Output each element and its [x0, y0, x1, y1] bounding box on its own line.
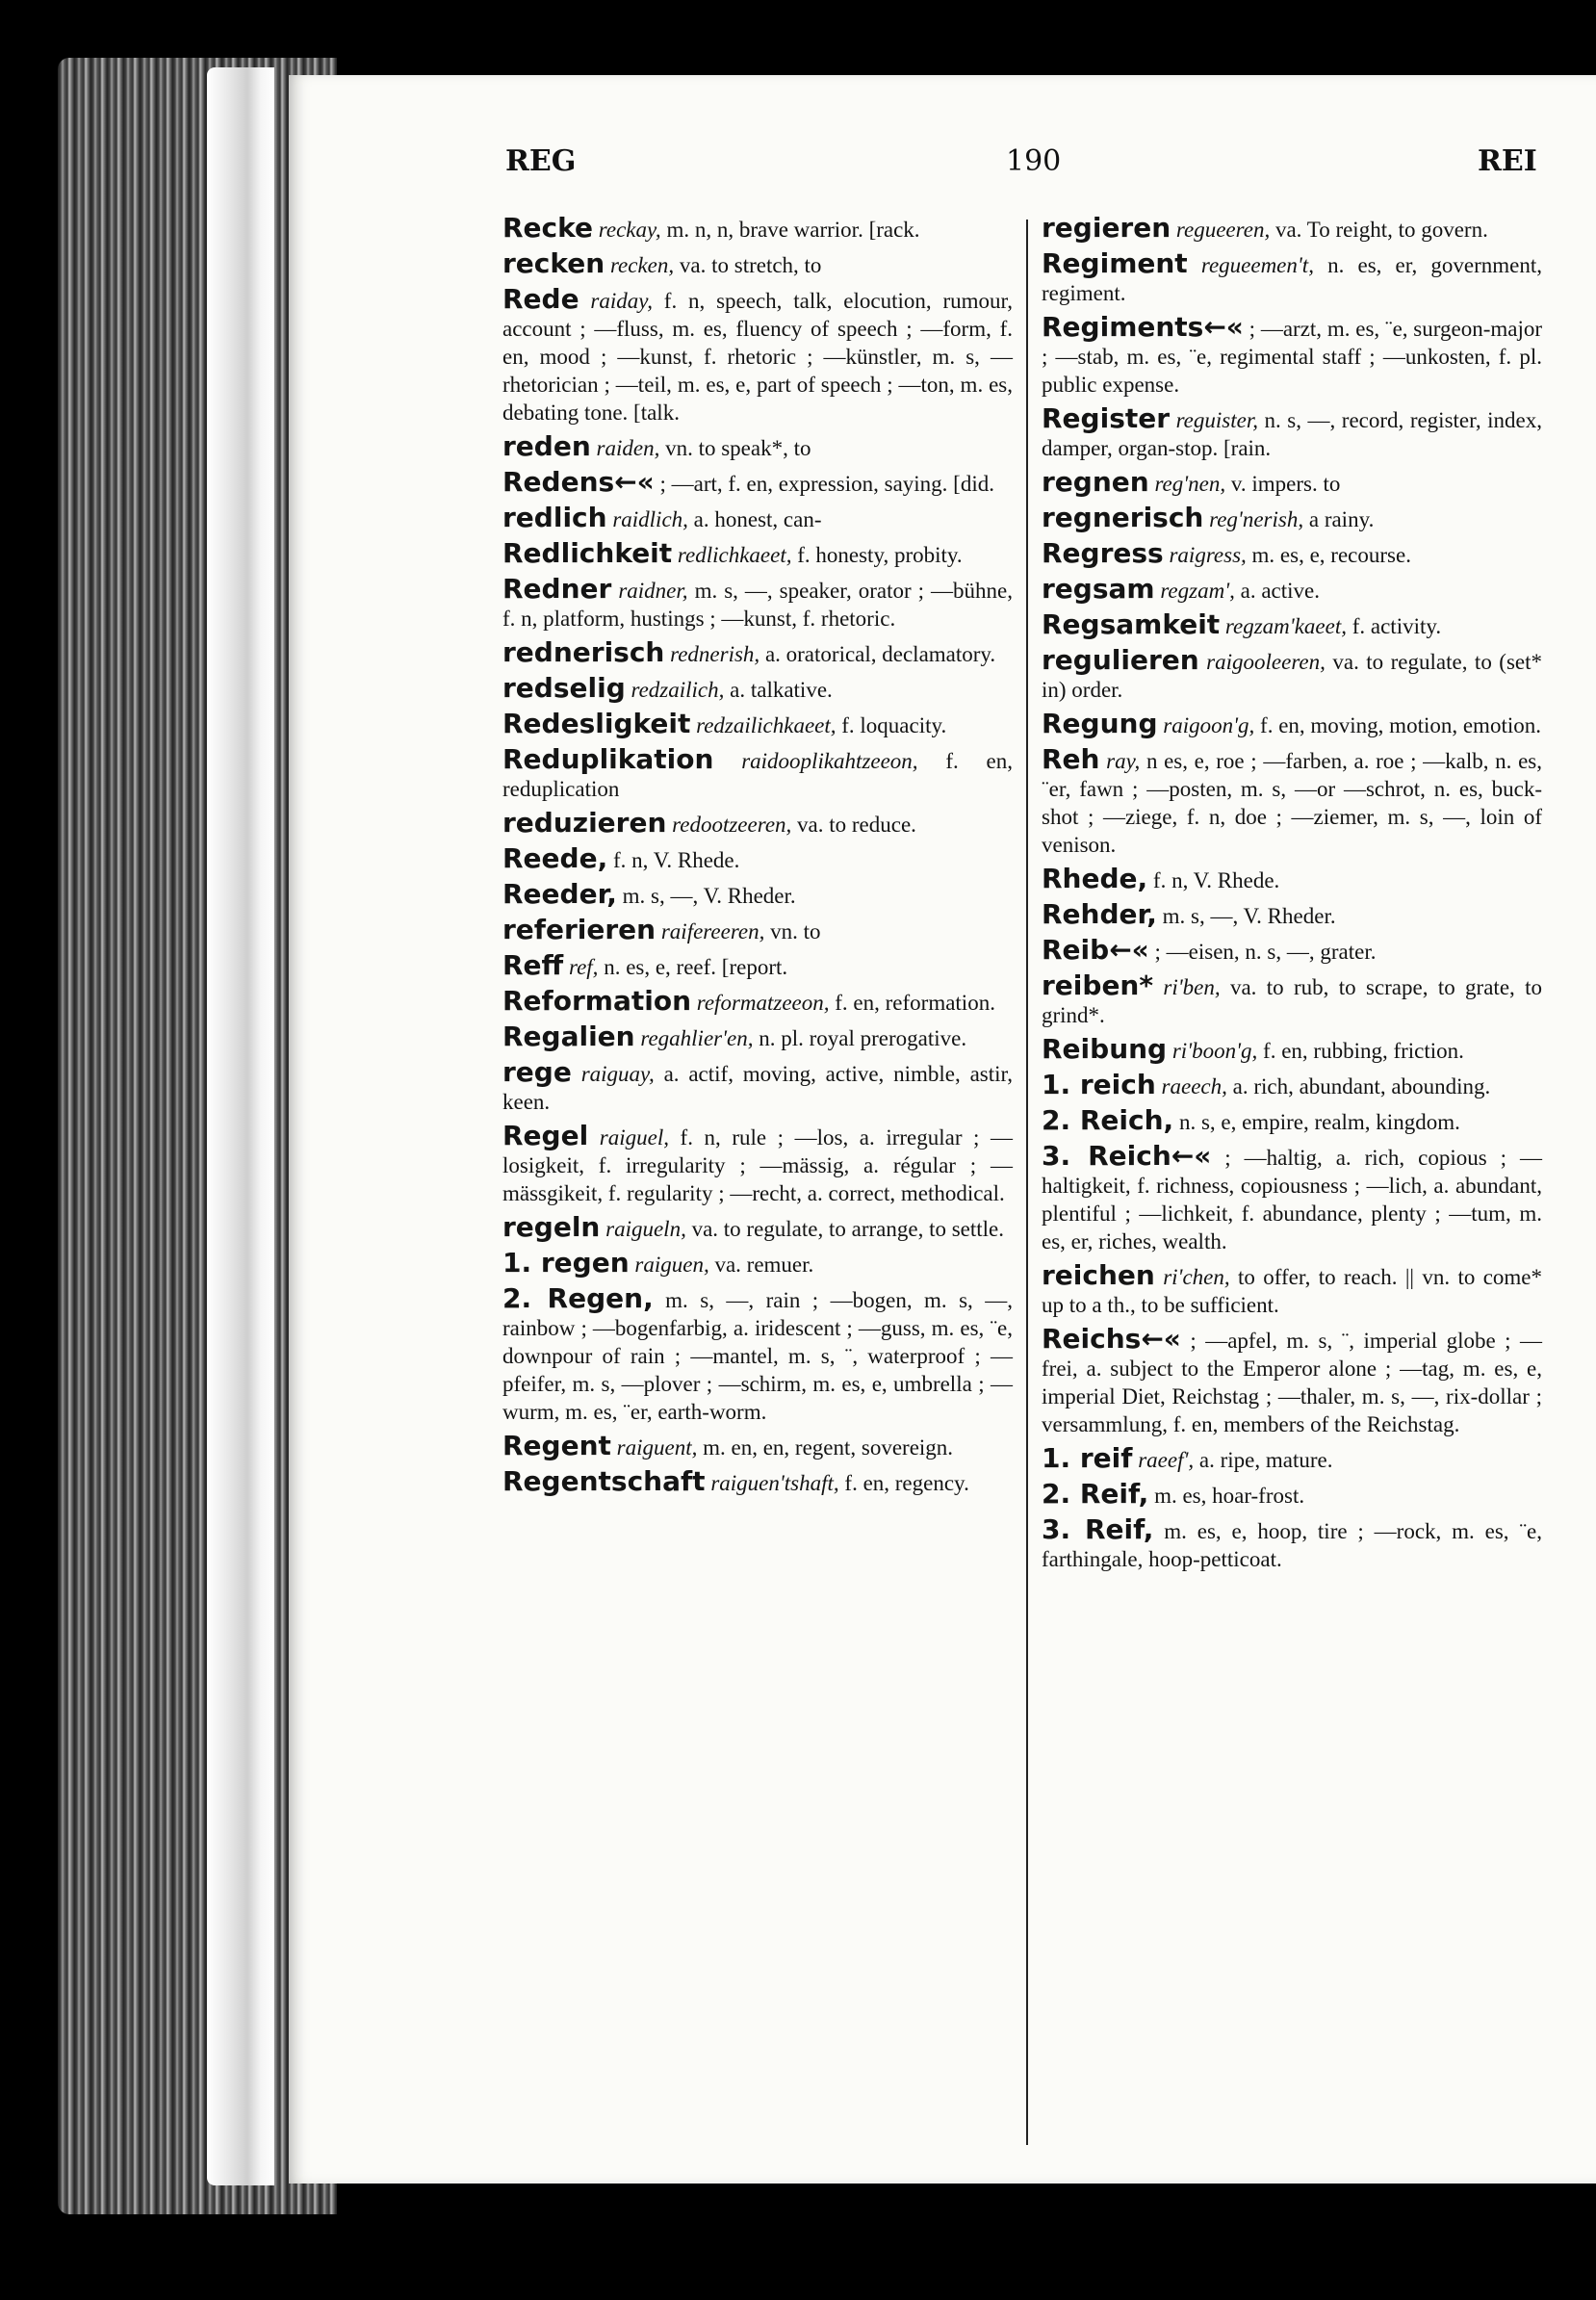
entry-pronunciation: reguister, [1175, 408, 1258, 432]
entry-headword: 3. Reich←« [1042, 1140, 1212, 1172]
entry-pronunciation: raigooleeren, [1206, 650, 1326, 674]
entry-definition: vn. to speak*, to [665, 436, 811, 460]
entry-pronunciation: redlichkaeet, [677, 543, 792, 567]
entry-headword: rege [502, 1056, 572, 1088]
dictionary-entry [502, 674, 1013, 704]
dictionary-entry [502, 844, 1013, 874]
entry-headword: redselig [502, 672, 626, 704]
entry-definition: ; —eisen, n. s, —, grater. [1154, 940, 1377, 964]
entry-definition: m. es, hoar-frost. [1154, 1484, 1305, 1508]
entry-definition: f. n, V. Rhede. [612, 848, 740, 872]
entry-pronunciation: ri'boon'g, [1171, 1039, 1258, 1063]
entry-definition: f. activity. [1351, 614, 1442, 638]
entry-definition: f. en, regency. [844, 1471, 969, 1495]
dictionary-entry [502, 987, 1013, 1017]
entry-headword: Rhede, [1042, 863, 1148, 894]
entry-headword: 1. regen [502, 1247, 630, 1279]
entry-headword: Reh [1042, 743, 1100, 775]
dictionary-entry [502, 1213, 1013, 1243]
entry-pronunciation: reformatzeeon, [696, 991, 830, 1015]
dictionary-entry [502, 214, 1013, 244]
entry-headword: reiben* [1042, 969, 1154, 1001]
header-left-guideword: REG [505, 144, 577, 178]
book-page-edges [207, 67, 274, 2185]
entry-headword: reichen [1042, 1259, 1155, 1291]
column-divider [1026, 220, 1028, 2145]
entry-headword: Regress [1042, 537, 1164, 569]
entry-definition: ; —apfel, m. s, ¨, imperial globe ; —frei, a. subject to the Emperor alone ; —tag, m. es, e, imperial Diet, Reichstag ; —thaler, m. s, —, rix-dollar ; versammlung, f. en, members of the Reichstag. [1042, 1329, 1543, 1436]
entry-headword: Redesligkeit [502, 708, 691, 739]
entry-definition: m. s, —, V. Rheder. [1162, 904, 1336, 928]
entry-headword: Regentschaft [502, 1465, 706, 1497]
entry-pronunciation: raifereeren, [660, 919, 765, 943]
entry-headword: Regiments←« [1042, 311, 1244, 343]
entry-definition: m. en, en, regent, sovereign. [703, 1435, 954, 1460]
dictionary-entry [502, 575, 1013, 633]
entry-headword: Rede [502, 283, 579, 315]
entry-headword: Regent [502, 1430, 611, 1461]
entry-definition: n. pl. royal prerogative. [759, 1026, 967, 1050]
entry-pronunciation: raigueln, [605, 1217, 686, 1241]
dictionary-entry [1042, 1106, 1542, 1136]
dictionary-entry [502, 809, 1013, 839]
dictionary-entry [1042, 313, 1542, 399]
dictionary-entry [502, 1467, 1013, 1497]
dictionary-entry [502, 710, 1013, 739]
entry-definition: f. n, rule ; —los, a. irregular ; —losigkeit, f. irregularity ; —mässig, a. régular ; —mässgikeit, f. regularity ; —recht, a. correct, methodical. [502, 1125, 1014, 1205]
dictionary-entry [502, 1284, 1013, 1426]
entry-headword: Regsamkeit [1042, 608, 1221, 640]
dictionary-entry [1042, 646, 1542, 704]
dictionary-entry [1042, 900, 1542, 930]
entry-pronunciation: reckay, [598, 218, 661, 242]
entry-pronunciation: raiguen, [634, 1253, 709, 1277]
dictionary-entry [1042, 504, 1542, 533]
dictionary-entry [1042, 1142, 1542, 1255]
entry-pronunciation: raidlich, [612, 507, 688, 531]
entry-definition: va. To reight, to govern. [1274, 218, 1488, 242]
entry-definition: va. to regulate, to (set* in) order. [1042, 650, 1542, 702]
entry-headword: Redner [502, 573, 612, 605]
entry-headword: regeln [502, 1211, 601, 1243]
dictionary-entry [502, 638, 1013, 668]
dictionary-entry [502, 285, 1013, 426]
entry-pronunciation: reg'nerish, [1209, 507, 1304, 531]
entry-headword: Redens←« [502, 466, 655, 498]
dictionary-entry [502, 1022, 1013, 1052]
entry-definition: f. en, rubbing, friction. [1263, 1039, 1464, 1063]
entry-definition: m. n, n, brave warrior. [rack. [666, 218, 920, 242]
dictionary-entry [1042, 1261, 1542, 1319]
entry-definition: ; —haltig, a. rich, copious ; —haltigkeit, f. richness, copiousness ; —lich, a. abundant, plentiful ; —lichkeit, f. abundance, plenty ; —tum, m. es, er, riches, wealth. [1042, 1146, 1542, 1253]
entry-pronunciation: raiday, [590, 289, 653, 313]
entry-pronunciation: regueeren, [1175, 218, 1271, 242]
entry-headword: 2. Reif, [1042, 1478, 1149, 1510]
entry-definition: n. s, —, record, register, index, damper, organ-stop. [rain. [1042, 408, 1542, 460]
dictionary-entry [502, 1249, 1013, 1279]
entry-definition: a rainy. [1308, 507, 1375, 531]
entry-definition: a. talkative. [730, 678, 833, 702]
entry-headword: regieren [1042, 212, 1171, 244]
dictionary-entry [1042, 936, 1542, 966]
entry-headword: Reff [502, 949, 564, 981]
entry-headword: Regung [1042, 708, 1158, 739]
dictionary-entry [502, 504, 1013, 533]
dictionary-entry [1042, 745, 1542, 859]
entry-headword: Regalien [502, 1021, 635, 1052]
entry-definition: f. n, V. Rhede. [1152, 868, 1280, 892]
entry-definition: m. es, e, hoop, tire ; —rock, m. es, ¨e, farthingale, hoop-petticoat. [1042, 1519, 1542, 1571]
dictionary-entry [1042, 575, 1542, 605]
entry-headword: Regiment [1042, 247, 1188, 279]
entry-pronunciation: regueemen't, [1200, 253, 1314, 277]
entry-definition: n es, e, roe ; —farben, a. roe ; —kalb, n. es, ¨er, fawn ; —posten, m. s, —or —schrot, n. es, buck-shot ; —ziege, f. n, doe ; —ziemer, m. s, —, loin of venison. [1042, 749, 1542, 857]
entry-definition: m. s, —, V. Rheder. [622, 884, 796, 908]
entry-headword: recken [502, 247, 605, 279]
dictionary-entry [1042, 971, 1542, 1029]
dictionary-entry [502, 951, 1013, 981]
entry-definition: a. ripe, mature. [1198, 1448, 1333, 1472]
entry-definition: va. to reduce. [797, 813, 916, 837]
entry-definition: a. oratorical, declamatory. [764, 642, 996, 666]
entry-headword: Reichs←« [1042, 1323, 1181, 1355]
entry-headword: 1. reif [1042, 1442, 1133, 1474]
entry-headword: Regel [502, 1120, 589, 1151]
entry-pronunciation: regzam', [1160, 579, 1235, 603]
entry-pronunciation: raiguel, [599, 1125, 669, 1150]
entry-headword: referieren [502, 914, 656, 945]
entry-definition: a. actif, moving, active, nimble, astir, keen. [502, 1062, 1014, 1114]
entry-pronunciation: raiguay, [580, 1062, 655, 1086]
entry-definition: m. s, —, rain ; —bogen, m. s, —, rainbow ; —bogenfarbig, a. iridescent ; —guss, m. es, ¨e, downpour of rain ; —mantel, m. s, ¨, waterproof ; —pfeifer, m. s, —plover ; —schirm, m. es, e, umbrella ; —wurm, m. es, ¨er, earth-worm. [502, 1288, 1013, 1424]
dictionary-entry [1042, 249, 1542, 307]
entry-pronunciation: raeef', [1138, 1448, 1195, 1472]
dictionary-entry [502, 1432, 1013, 1461]
dictionary-entry [502, 249, 1013, 279]
dictionary-entry [1042, 1071, 1542, 1100]
entry-pronunciation: rednerish, [670, 642, 760, 666]
entry-headword: Register [1042, 402, 1171, 434]
entry-headword: reden [502, 430, 591, 462]
dictionary-entry [502, 880, 1013, 910]
entry-definition: f. honesty, probity. [797, 543, 963, 567]
entry-headword: redlich [502, 502, 607, 533]
entry-pronunciation: raiguen'tshaft, [710, 1471, 839, 1495]
dictionary-entry [1042, 1035, 1542, 1065]
entry-headword: regulieren [1042, 644, 1199, 676]
entry-headword: Recke [502, 212, 594, 244]
entry-headword: 3. Reif, [1042, 1513, 1154, 1545]
entry-pronunciation: ri'ben, [1163, 975, 1221, 999]
entry-definition: m. es, e, recourse. [1251, 543, 1411, 567]
entry-definition: va. remuer. [714, 1253, 814, 1277]
dictionary-entry [502, 432, 1013, 462]
dictionary-entry [1042, 468, 1542, 498]
entry-pronunciation: raigoon'g, [1163, 713, 1255, 737]
entry-definition: vn. to [770, 919, 821, 943]
entry-pronunciation: redzailichkaeet, [696, 713, 837, 737]
entry-definition: a. active. [1240, 579, 1320, 603]
dictionary-entry [1042, 1444, 1542, 1474]
entry-pronunciation: raigress, [1169, 543, 1247, 567]
entry-headword: Reib←« [1042, 934, 1149, 966]
entry-pronunciation: recken, [609, 253, 675, 277]
right-column [1042, 214, 1542, 1579]
entry-headword: regsam [1042, 573, 1155, 605]
dictionary-entry [502, 1122, 1013, 1207]
entry-definition: m. s, —, speaker, orator ; —bühne, f. n, platform, hustings ; —kunst, f. rhetoric. [502, 579, 1014, 631]
entry-pronunciation: raidooplikahtzeeon, [741, 749, 918, 773]
entry-pronunciation: regahlier'en, [640, 1026, 754, 1050]
entry-definition: va. to regulate, to arrange, to settle. [691, 1217, 1005, 1241]
entry-headword: 2. Regen, [502, 1282, 654, 1314]
entry-headword: regnerisch [1042, 502, 1204, 533]
entry-definition: v. impers. to [1230, 472, 1341, 496]
entry-pronunciation: raidner, [618, 579, 688, 603]
entry-headword: regnen [1042, 466, 1149, 498]
entry-headword: Reibung [1042, 1033, 1168, 1065]
dictionary-entry [1042, 1480, 1542, 1510]
entry-pronunciation: ray, [1106, 749, 1141, 773]
entry-definition: to offer, to reach. || vn. to come* up to a th., to be sufficient. [1042, 1265, 1543, 1317]
entry-definition: a. rich, abundant, abounding. [1232, 1074, 1491, 1098]
entry-pronunciation: raeech, [1161, 1074, 1227, 1098]
dictionary-entry [502, 539, 1013, 569]
entry-headword: Rehder, [1042, 898, 1157, 930]
entry-pronunciation: redzailich, [631, 678, 725, 702]
dictionary-entry [502, 916, 1013, 945]
entry-definition: f. n, speech, talk, elocution, rumour, account ; —fluss, m. es, fluency of speech ; —form, f. en, mood ; —kunst, f. rhetoric ; —künstler, m. s, —rhetorician ; —teil, m. es, e, part of speech ; —ton, m. es, debating tone. [talk. [502, 289, 1013, 425]
entry-pronunciation: reg'nen, [1154, 472, 1226, 496]
entry-definition: va. to rub, to scrape, to grate, to grind*. [1042, 975, 1543, 1027]
entry-headword: Redlichkeit [502, 537, 673, 569]
dictionary-entry [502, 745, 1013, 803]
entry-pronunciation: raiden, [596, 436, 660, 460]
dictionary-entry [1042, 404, 1542, 462]
entry-headword: reduzieren [502, 807, 667, 839]
page-number: 190 [1006, 144, 1062, 178]
entry-definition: f. en, moving, motion, emotion. [1260, 713, 1541, 737]
entry-headword: 1. reich [1042, 1069, 1156, 1100]
entry-headword: Reduplikation [502, 743, 714, 775]
entry-pronunciation: ref, [568, 955, 599, 979]
dictionary-entry [502, 468, 1013, 498]
entry-definition: n. es, er, government, regiment. [1042, 253, 1543, 305]
dictionary-entry [1042, 1515, 1542, 1573]
entry-definition: a. honest, can- [693, 507, 822, 531]
entry-headword: rednerisch [502, 636, 665, 668]
entry-headword: Reeder, [502, 878, 617, 910]
dictionary-entry [1042, 610, 1542, 640]
entry-pronunciation: raiguent, [616, 1435, 698, 1460]
entry-definition: ; —arzt, m. es, ¨e, surgeon-major ; —stab, m. es, ¨e, regimental staff ; —unkosten, f. pl. public expense. [1042, 317, 1543, 397]
entry-pronunciation: regzam'kaeet, [1224, 614, 1347, 638]
dictionary-entry [1042, 1325, 1542, 1438]
entry-definition: ; —art, f. en, expression, saying. [did. [659, 472, 994, 496]
entry-definition: f. en, reduplication [502, 749, 1013, 801]
header-right-guideword: REI [1478, 144, 1537, 178]
entry-headword: 2. Reich, [1042, 1104, 1174, 1136]
entry-pronunciation: redootzeeren, [672, 813, 792, 837]
dictionary-entry [502, 1058, 1013, 1116]
entry-pronunciation: ri'chen, [1163, 1265, 1230, 1289]
entry-headword: Reformation [502, 985, 691, 1017]
left-column [502, 214, 1013, 1503]
dictionary-entry [1042, 214, 1542, 244]
entry-definition: f. loquacity. [841, 713, 947, 737]
dictionary-entry [1042, 865, 1542, 894]
entry-definition: n. es, e, reef. [report. [604, 955, 788, 979]
entry-definition: n. s, e, empire, realm, kingdom. [1178, 1110, 1460, 1134]
dictionary-entry [1042, 539, 1542, 569]
entry-headword: Reede, [502, 842, 608, 874]
entry-definition: f. en, reformation. [835, 991, 995, 1015]
entry-definition: va. to stretch, to [679, 253, 822, 277]
dictionary-entry [1042, 710, 1542, 739]
